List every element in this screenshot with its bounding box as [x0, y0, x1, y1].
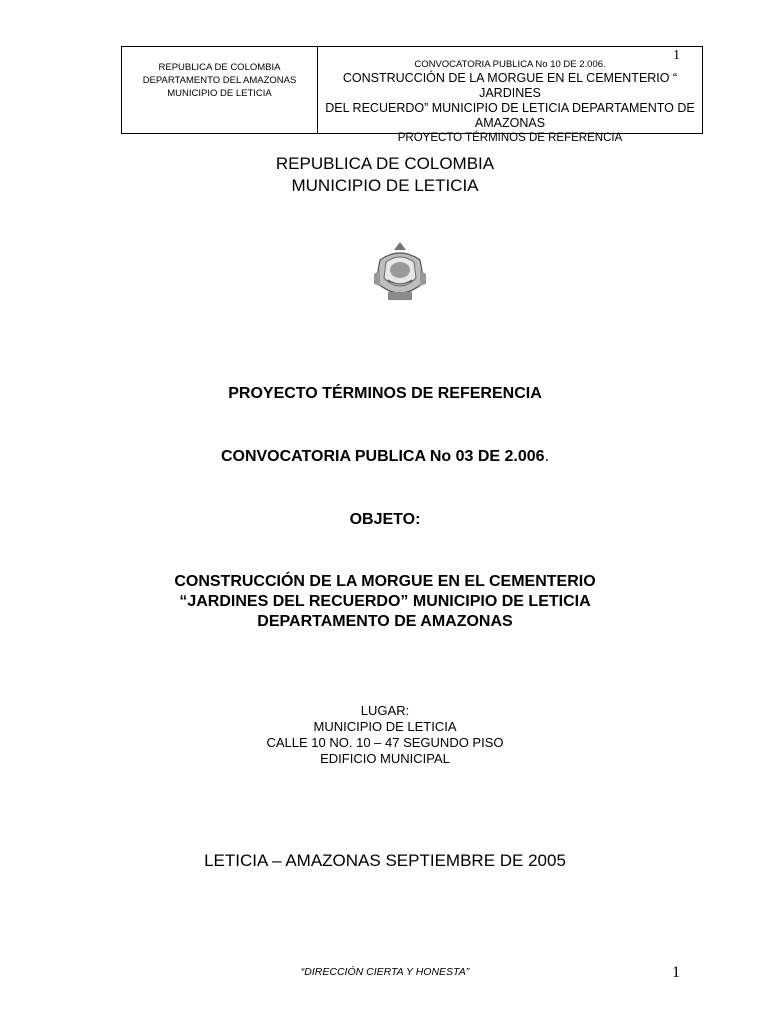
- objeto-line: CONSTRUCCIÓN DE LA MORGUE EN EL CEMENTERIO: [174, 573, 596, 590]
- header-title-line: DEL RECUERDO” MUNICIPIO DE LETICIA DEPARTAMENTO DE: [325, 101, 695, 115]
- header-title-line: CONSTRUCCIÓN DE LA MORGUE EN EL CEMENTERIO “ JARDINES: [342, 71, 678, 100]
- municipal-seal-icon: [370, 240, 430, 306]
- objeto-description: [0, 572, 770, 632]
- header-issuer: [122, 47, 318, 133]
- header-issuer-line: REPUBLICA DE COLOMBIA: [158, 62, 281, 73]
- document-header: [121, 46, 703, 144]
- municipality-name: MUNICIPIO DE LETICIA: [291, 176, 479, 195]
- header-title-line: AMAZONAS: [474, 116, 546, 130]
- header-subtitle: PROYECTO TÉRMINOS DE REFERENCIA: [397, 132, 623, 144]
- header-issuer-line: MUNICIPIO DE LETICIA: [167, 88, 272, 99]
- convocatoria-text: CONVOCATORIA PUBLICA No 03 DE 2.006: [220, 448, 545, 465]
- location-line: LUGAR:: [360, 703, 410, 718]
- objeto-line: DEPARTAMENTO DE AMAZONAS: [257, 613, 513, 630]
- location-line: CALLE 10 NO. 10 – 47 SEGUNDO PISO: [266, 735, 504, 750]
- header-convocatoria: CONVOCATORIA PUBLICA No 10 DE 2.006.: [414, 59, 606, 70]
- project-title: PROYECTO TÉRMINOS DE REFERENCIA: [228, 385, 542, 402]
- location-line: MUNICIPIO DE LETICIA: [313, 719, 457, 734]
- convocatoria-suffix: .: [544, 448, 550, 465]
- convocatoria-title: [0, 447, 770, 467]
- header-title-block: [318, 47, 702, 144]
- footer-motto: “DIRECCIÓN CIERTA Y HONESTA”: [300, 966, 470, 978]
- objeto-line: “JARDINES DEL RECUERDO” MUNICIPIO DE LETICIA: [179, 593, 591, 610]
- location-block: [0, 703, 770, 767]
- header-title: [318, 71, 702, 131]
- place-date: LETICIA – AMAZONAS SEPTIEMBRE DE 2005: [204, 851, 566, 870]
- location-line: EDIFICIO MUNICIPAL: [320, 751, 450, 766]
- header-issuer-line: DEPARTAMENTO DEL AMAZONAS: [142, 75, 297, 86]
- objeto-label: OBJETO:: [349, 511, 421, 528]
- country-name: REPUBLICA DE COLOMBIA: [275, 154, 495, 173]
- header-page-number: 1: [673, 48, 680, 63]
- footer-page-number: 1: [672, 964, 680, 981]
